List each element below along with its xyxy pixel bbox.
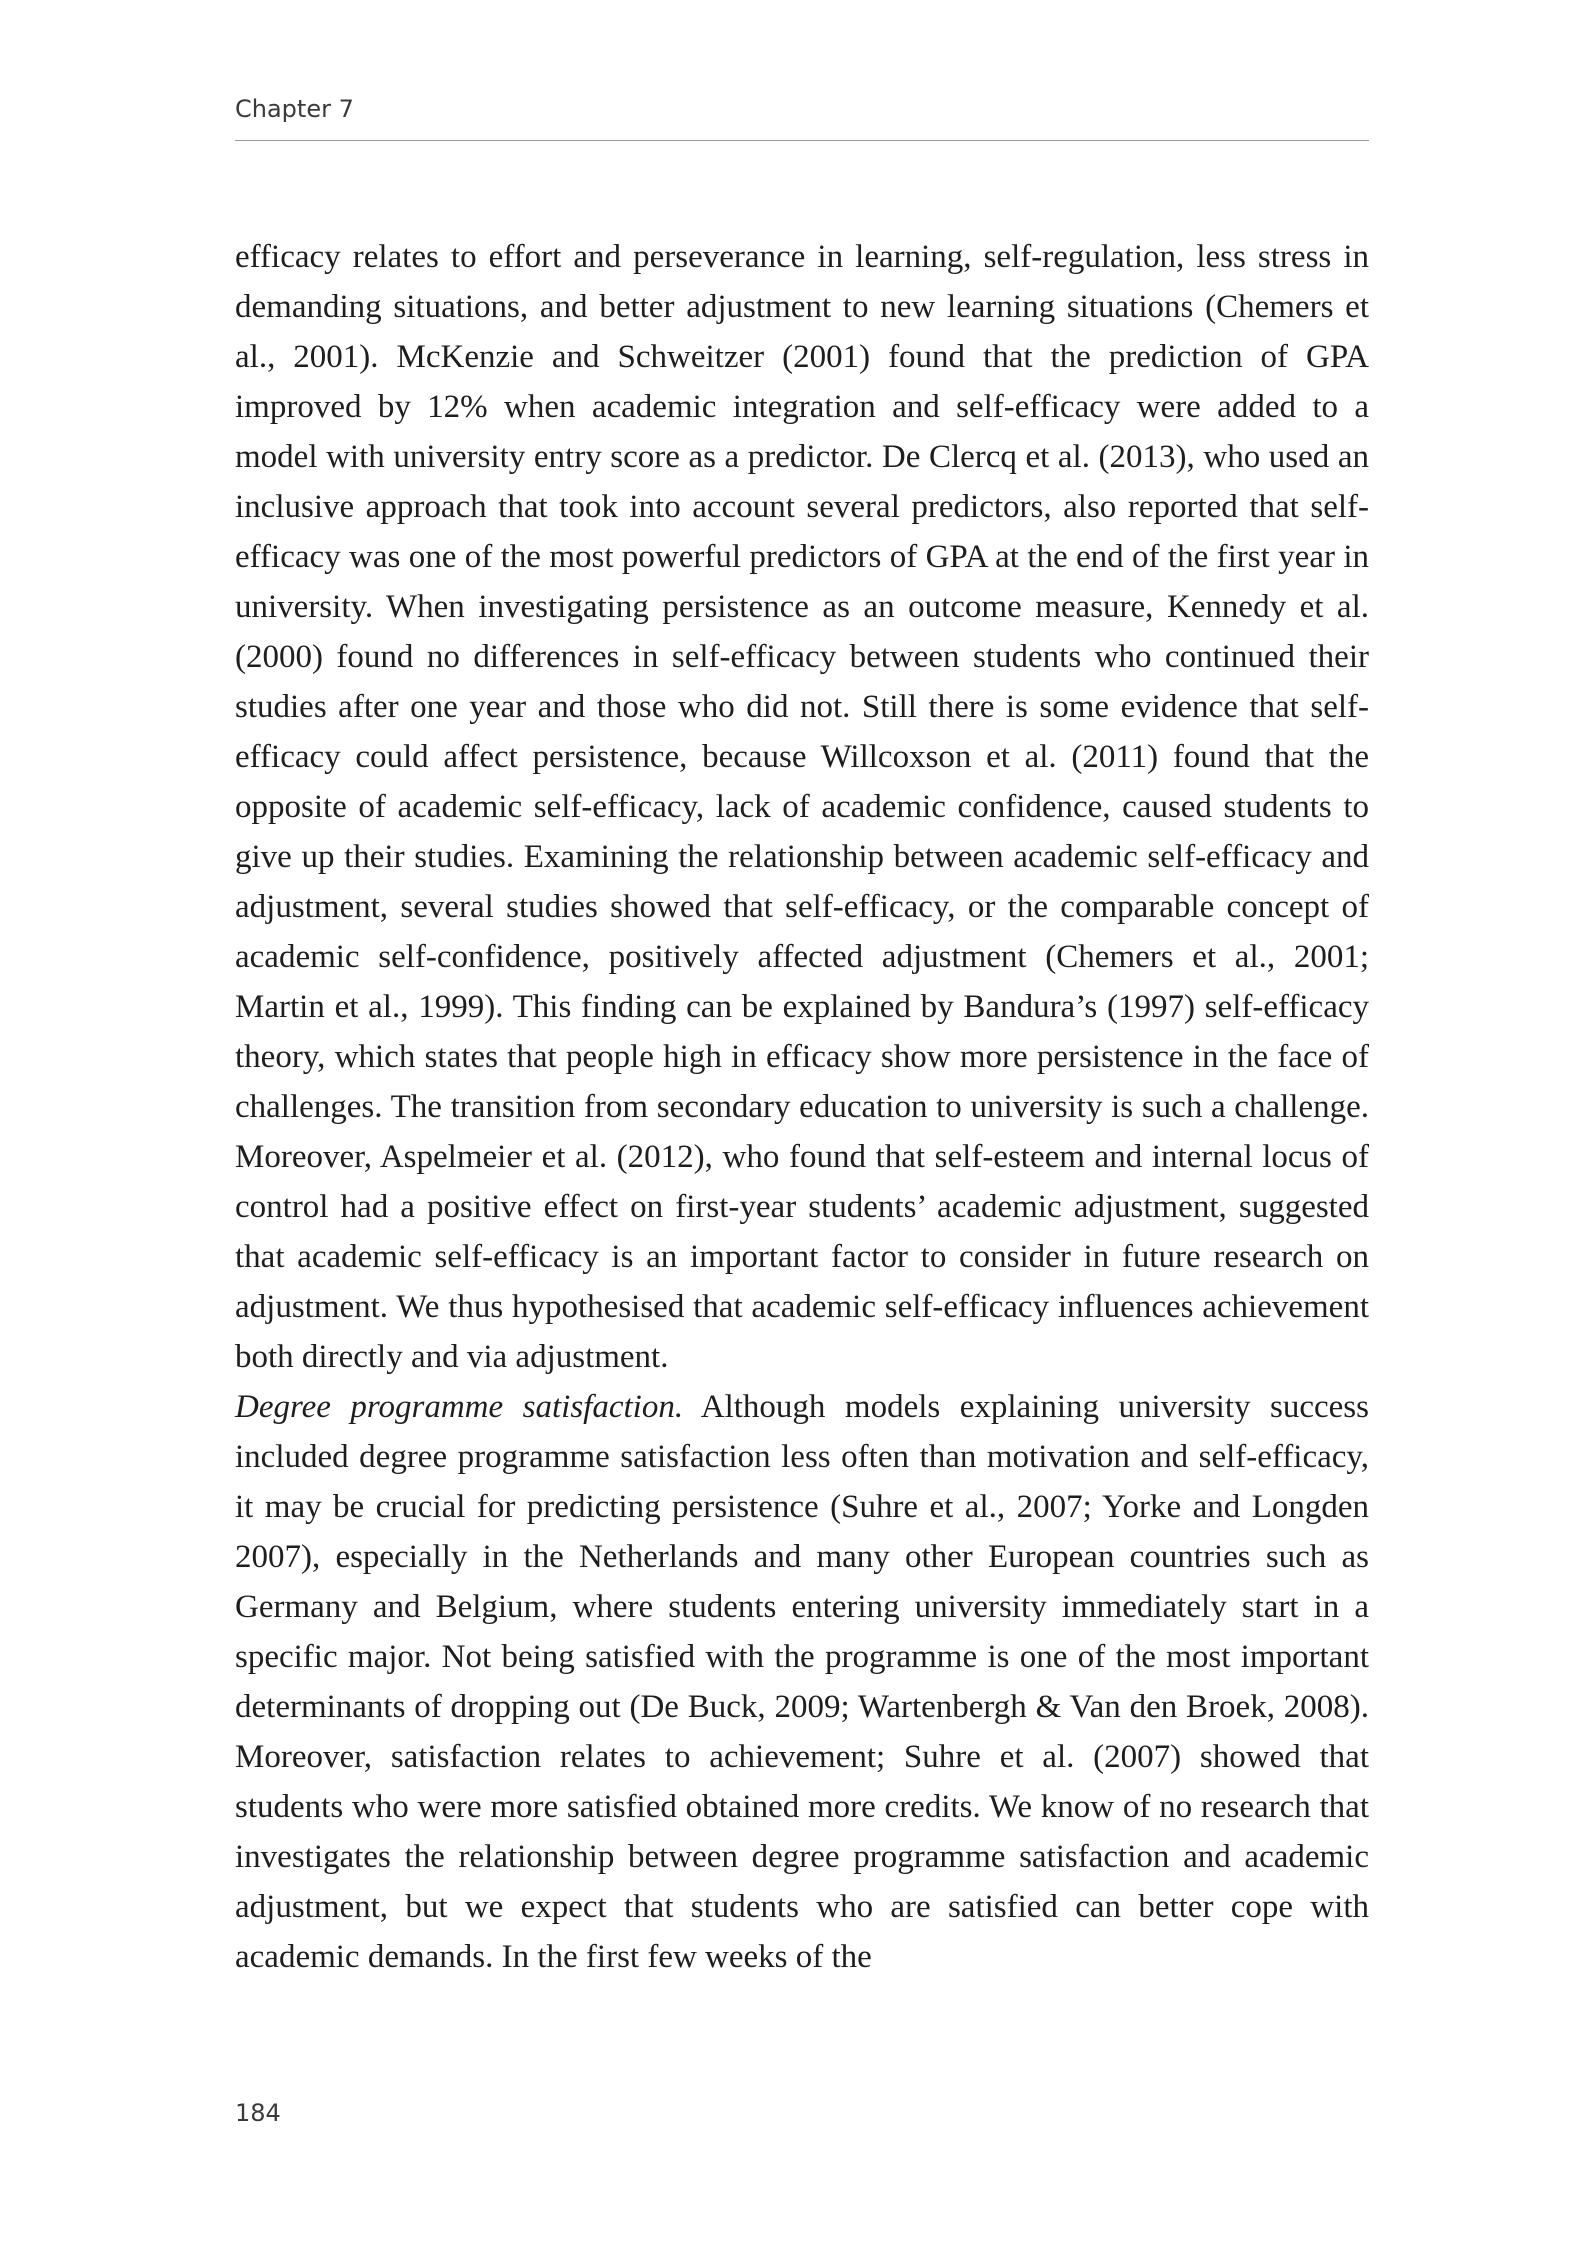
chapter-label: Chapter 7 [235,95,354,123]
running-header [235,94,1369,141]
body-text [235,232,1369,1982]
paragraph-self-efficacy: efficacy relates to effort and perseverance in learning, self-regulation, less stress in demanding situations, and better adjustment to new learning situations (Chemers et al., 2001). McKenzie and Schweitzer (2001) found that the prediction of GPA improved by 12% when academic integration and self-efficacy were added to a model with university entry score as a predictor. De Clercq et al. (2013), who used an inclusive approach that took into account several predictors, also reported that self-efficacy was one of the most powerful predictors of GPA at the end of the first year in university. When investigating persistence as an outcome measure, Kennedy et al. (2000) found no differences in self-efficacy between students who continued their studies after one year and those who did not. Still there is some evidence that self-efficacy could affect persistence, because Willcoxson et al. (2011) found that the opposite of academic self-efficacy, lack of academic confidence, caused students to give up their studies. Examining the relationship between academic self-efficacy and adjustment, several studies showed that self-efficacy, or the comparable concept of academic self-confidence, positively affected adjustment (Chemers et al., 2001; Martin et al., 1999). This finding can be explained by Bandura’s (1997) self-efficacy theory, which states that people high in efficacy show more persistence in the face of challenges. The transition from secondary education to university is such a challenge. Moreover, Aspelmeier et al. (2012), who found that self-esteem and internal locus of control had a positive effect on first-year students’ academic adjustment, suggested that academic self-efficacy is an important factor to consider in future research on adjustment. We thus hypothesised that academic self-efficacy influences achievement both directly and via adjustment. [235,239,1369,1375]
paragraph-degree-satisfaction [235,1382,1369,1982]
paragraph-lead-heading: Degree programme satisfaction. [235,1389,684,1425]
page-number: 184 [235,2099,281,2127]
paragraph-body: Although models explaining university success included degree programme satisfaction less often than motivation and self-efficacy, it may be crucial for predicting persistence (Suhre et al., 2007; Yorke and Longden 2007), especially in the Netherlands and many other European countries such as Germany and Belgium, where students entering university immediately start in a specific major. Not being satisfied with the programme is one of the most important determinants of dropping out (De Buck, 2009; Wartenbergh & Van den Broek, 2008). Moreover, satisfaction relates to achievement; Suhre et al. (2007) showed that students who were more satisfied obtained more credits. We know of no research that investigates the relationship between degree programme satisfaction and academic adjustment, but we expect that students who are satisfied can better cope with academic demands. In the first few weeks of the [235,1389,1369,1975]
